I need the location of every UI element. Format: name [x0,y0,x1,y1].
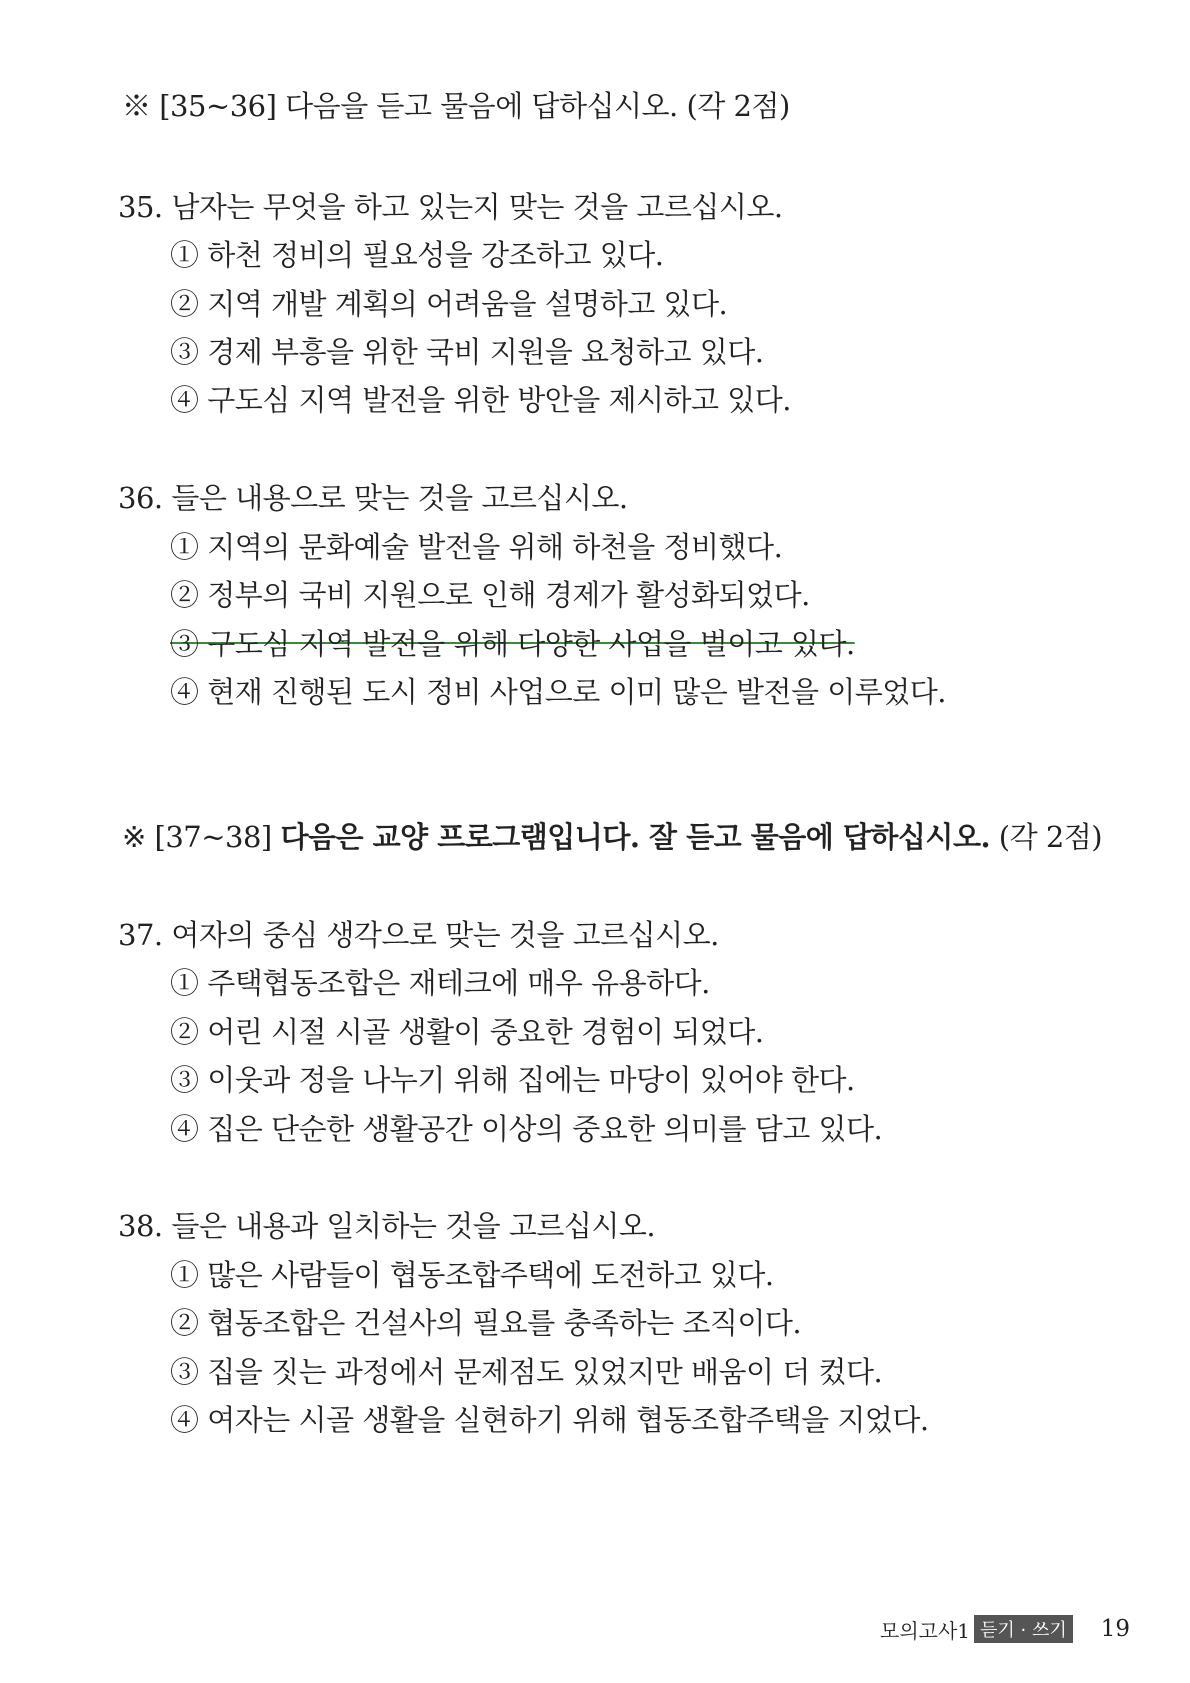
question-37: 37. 여자의 중심 생각으로 맞는 것을 고르십시오. [118,918,719,952]
page-footer [880,1614,1130,1644]
question-37-option-2: ② 어린 시절 시골 생활이 중요한 경험이 되었다. [170,1015,764,1049]
footer-series-title: 모의고사1 [880,1618,971,1643]
question-35-option-1: ① 하천 정비의 필요성을 강조하고 있다. [170,238,664,272]
question-35: 35. 남자는 무엇을 하고 있는지 맞는 것을 고르십시오. [118,190,783,224]
question-36-option-2: ② 정부의 국비 지원으로 인해 경제가 활성화되었다. [170,578,810,612]
question-38: 38. 들은 내용과 일치하는 것을 고르십시오. [118,1209,656,1243]
question-38-option-2: ② 협동조합은 건설사의 필요를 충족하는 조직이다. [170,1306,802,1340]
question-36-option-4: ④ 현재 진행된 도시 정비 사업으로 이미 많은 발전을 이루었다. [170,675,947,709]
question-38-option-3: ③ 집을 짓는 과정에서 문제점도 있었지만 배움이 더 컸다. [170,1355,883,1389]
instruction-points: (각 2점) [990,820,1103,854]
question-38-option-1: ① 많은 사람들이 협동조합주택에 도전하고 있다. [170,1258,774,1292]
question-35-option-3: ③ 경제 부흥을 위한 국비 지원을 요청하고 있다. [170,335,764,369]
question-35-option-2: ② 지역 개발 계획의 어려움을 설명하고 있다. [170,287,728,321]
page-number: 19 [1100,1616,1131,1642]
question-36: 36. 들은 내용으로 맞는 것을 고르십시오. [118,481,628,515]
question-36-option-1: ① 지역의 문화예술 발전을 위해 하천을 정비했다. [170,530,783,564]
question-36-option-3: ③ 구도심 지역 발전을 위해 다양한 사업을 벌이고 있다. [170,627,855,661]
question-37-option-4: ④ 집은 단순한 생활공간 이상의 중요한 의미를 담고 있다. [170,1112,883,1146]
footer-section-badge: 듣기 · 쓰기 [974,1615,1073,1643]
instruction-main-text: 다음은 교양 프로그램입니다. 잘 듣고 물음에 답하십시오. [280,820,991,854]
section-instruction-35-36: ※ [35~36] 다음을 듣고 물음에 답하십시오. (각 2점) [122,89,790,123]
question-37-option-1: ① 주택협동조합은 재테크에 매우 유용하다. [170,966,710,1000]
question-35-option-4: ④ 구도심 지역 발전을 위한 방안을 제시하고 있다. [170,383,792,417]
question-37-option-3: ③ 이웃과 정을 나누기 위해 집에는 마당이 있어야 한다. [170,1063,855,1097]
question-38-option-4: ④ 여자는 시골 생활을 실현하기 위해 협동조합주택을 지었다. [170,1403,929,1437]
section-instruction-37-38 [122,815,1102,856]
instruction-range: ※ [37~38] [122,820,281,854]
